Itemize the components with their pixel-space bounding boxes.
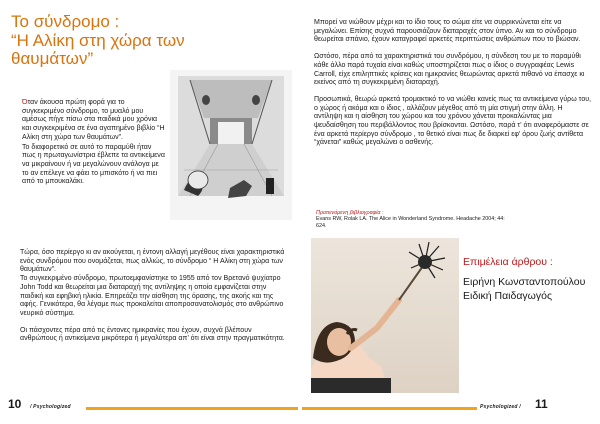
paragraph-1-text: ταν άκουσα πρώτη φορά για το συγκεκριμένο σύνδρομο, το μυαλό μου αμέσως πήγε πίσω στα παιδικά μου χρόνια και συγκεκριμένα σε ένα αγαπημένο βιβλίο “Η Αλίκη στη χώρα των θαυμάτων”. (22, 99, 165, 141)
paragraph-r3: Προσωπικά, θεωρώ αρκετά τρομακτικό το να νιώθει κανείς πως τα αντικείμενα γύρω του, ο χώρος ή ακόμα και ο ίδιος , αλλάζουν μέγεθος από τη μία στιγμή στην άλλη. Η αντίληψη και η αίσθηση του χώρου και του χρόνου χάνεται προκαλώντας μια ψευδαίσθηση του περιβάλλοντος που βρίσκονται. Ωστόσο, παρά τ' ότι αναφερόμαστε σε ένα αρκετά περίεργο σύνδρομο , το θετικό είναι πως δε διαρκεί εφ' όρου ζωής αντίθετα “χάνεται” καθώς μεγαλώνει ο ασθενής. (314, 95, 592, 147)
paragraph-r1: Μπορεί να νιώθουν μέχρι και το ίδιο τους το σώμα είτε να συρρικνώνεται είτε να μεγαλώνει. Επίσης συχνά παρουσιάζουν διαταραχές στον ύπνο. Αν και το σύνδρομο θεωρείται σπάνιο, έχουν καταγραφεί αρκετές περιπτώσεις ανθρώπων που το βιώσαν. (314, 19, 581, 44)
title-line-2: “Η Αλίκη στη χώρα των θαυμάτων” (11, 30, 185, 68)
footer-bar-left (86, 407, 298, 410)
bibliography (316, 210, 506, 230)
page-number-right: 11 (535, 397, 548, 411)
right-column (314, 19, 592, 148)
left-page (0, 0, 298, 424)
bibliography-heading: Προτεινόμενη βιβλιογραφία : (316, 210, 384, 216)
intro-column (22, 99, 166, 187)
paragraph-1: Όταν άκουσα πρώτη φορά για το συγκεκριμένο σύνδρομο, το μυαλό μου αμέσως πήγε πίσω στα παιδικά μου χρόνια και συγκεκριμένα σε ένα αγαπημένο βιβλίο “Η Αλίκη στη χώρα των θαυμάτων”. (22, 99, 165, 141)
body-column (20, 249, 286, 344)
author-role: Ειδική Παιδαγωγός (463, 290, 553, 302)
magazine-name-left: / Psychologized (30, 404, 71, 410)
article-title (11, 13, 221, 69)
alice-illustration (170, 70, 292, 220)
paragraph-2: Το διαφορετικό σε αυτό το παραμύθι ήταν πως η πρωταγωνίστρια έβλεπε τα αντικείμενα να μικραίνουν ή να μεγαλώνουν ανάλογα με το αν επέλεγε να φάει το μπισκότο ή να πιει από το μπουκαλάκι. (22, 143, 165, 186)
right-page (302, 0, 600, 424)
magazine-name-right: Psychologized / (480, 404, 521, 410)
author-name: Ειρήνη Κωνσταντοπούλου (463, 276, 586, 288)
author-photo (311, 238, 459, 393)
paragraph-r2: Ωστόσο, πέρα από τα χαρακτηριστικά του συνδρόμου, η σύνδεση του με το παραμύθι κάθε άλλο παρά τυχαία είναι καθώς υποστηρίζεται πως ο ίδιος ο συγγραφέας Lewis Carroll, είχε επιληπτικές κρίσεις και ημικρανίες θεωρώντας αρκετά πιθανό να έπασχε κι εκείνος από τη συγκεκριμένη διαταραχή. (314, 53, 585, 87)
paragraph-3: Τώρα, όσο περίεργο κι αν ακούγεται, η έντονη αλλαγή μεγέθους είναι χαρακτηριστικά ενός συνδρόμου που ονομάζεται, πως αλλιώς, το σύνδρομο “ Η Αλίκη στη χώρα των θαυμάτων”. (20, 249, 285, 274)
paragraph-5: Οι πάσχοντες πέρα από τις έντονες ημικρανίες που έχουν, συχνά βλέπουν ανθρώπους ή αντικείμενα μικρότερα ή μεγαλύτερα απ’ ότι είναι στην πραγματικότητα. (20, 326, 285, 343)
author-heading: Επιμέλεια άρθρου : (463, 256, 553, 268)
bibliography-text: Evans RW, Rolak LA. The Alice in Wonderland Syndrome. Headache 2004; 44: 624. (316, 216, 505, 229)
paragraph-4: Το συγκεκριμένο σύνδρομο, πρωτοεμφανίστηκε το 1955 από τον Βρετανό ψυχίατρο John Todd και θεωρείται μια διαταραχή της αντίληψης η οποία εμφανίζεται στην παιδική και εφηβική ηλικία. Επηρεάζει την αίσθηση της όρασης, της ακοής και της αφής. Γενικότερα, θα λέγαμε πως προκαλείται αποπροσανατολισμός στο ανθρώπινο νευρικό σύστημα. (20, 275, 284, 317)
footer-bar-right (302, 407, 477, 410)
page-number-left: 10 (8, 397, 22, 411)
title-line-1: Το σύνδρομο : (11, 12, 120, 31)
